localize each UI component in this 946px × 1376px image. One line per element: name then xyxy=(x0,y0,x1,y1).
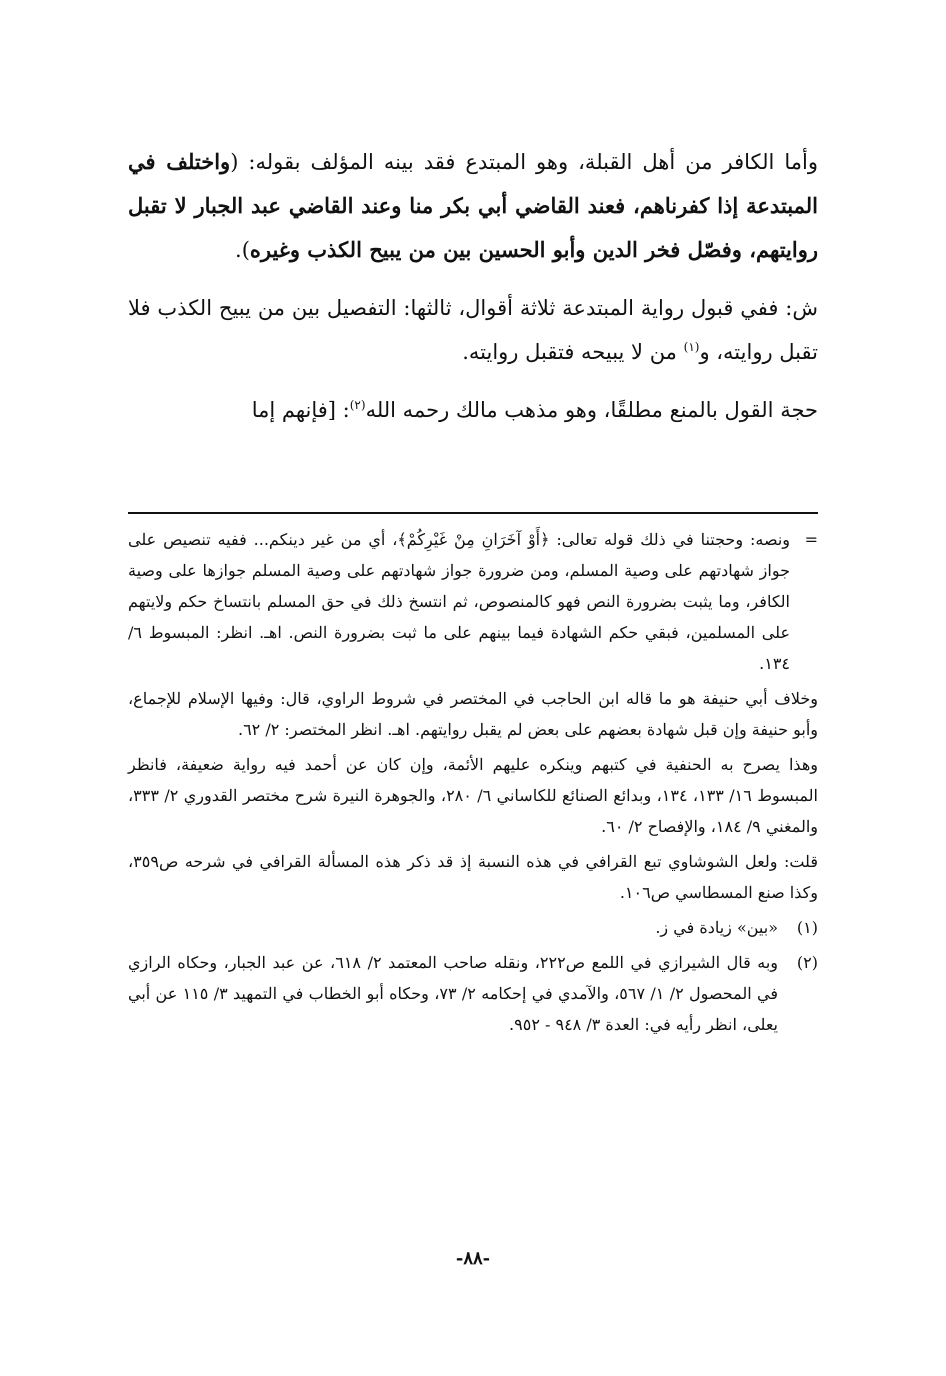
footnote-ref-2[interactable]: (٢) xyxy=(349,398,366,412)
footnote-ref-1[interactable]: (١) xyxy=(683,340,700,354)
paragraph-sharh-text-end: من لا يبيحه فتقبل روايته. xyxy=(462,340,684,364)
main-text xyxy=(128,140,818,446)
footnote-1-number: (١) xyxy=(796,918,818,937)
paragraph-sharh xyxy=(128,286,818,374)
paragraph-matn-end: ). xyxy=(235,238,250,262)
footnote-divider xyxy=(128,512,818,514)
footnote-1 xyxy=(128,912,818,943)
paragraph-hujja-text-end: : [فإنهم إما xyxy=(251,398,350,422)
footnote-2-number: (٢) xyxy=(796,953,818,972)
footnote-2-text: وبه قال الشيرازي في اللمع ص٢٢٢، ونقله صاحب المعتمد ٢/ ٦١٨، عن عبد الجبار، وحكاه الرازي في المحصول ٢/ ١/ ٥٦٧، والآمدي في إحكامه ٢/ ٧٣، وحكاه أبو الخطاب في التمهيد ٣/ ١١٥ عن أبي يعلى، انظر رأيه في: العدة ٣/ ٩٤٨ - ٩٥٢. xyxy=(128,953,779,1034)
footnote-paragraph: وخلاف أبي حنيفة هو ما قاله ابن الحاجب في المختصر في شروط الراوي، قال: وفيها الإسلام للإجماع، وأبو حنيفة وإن قبل شهادة بعضهم على بعض لم يقبل روايتهم. اهـ. انظر المختصر: ٢/ ٦٢. xyxy=(128,689,818,739)
footnote-1-text: «بين» زيادة في ز. xyxy=(655,918,778,937)
continuation-marker: = xyxy=(804,530,818,549)
footnote-continuation xyxy=(128,524,818,679)
page-number: -٨٨- xyxy=(455,1248,491,1269)
paragraph-matn xyxy=(128,140,818,272)
footnote-paragraph: وهذا يصرح به الحنفية في كتبهم وينكره عليهم الأئمة، وإن كان عن أحمد فيه رواية ضعيفة، فانظر المبسوط ١٦/ ١٣٣، ١٣٤، وبدائع الصنائع للكاساني ٦/ ٢٨٠، والجوهرة النيرة شرح مختصر القدوري ٢/ ٣٣٣، والمغني ٩/ ١٨٤، والإفصاح ٢/ ٦٠. xyxy=(128,755,818,836)
paragraph-matn-quote: واختلف في المبتدعة إذا كفرناهم، فعند القاضي أبي بكر منا وعند القاضي عبد الجبار لا تقبل روايتهم، وفصّل فخر الدين وأبو الحسين بين من يبيح الكذب وغيره xyxy=(128,149,818,262)
footnote-continuation-text: ونصه: وحجتنا في ذلك قوله تعالى: ﴿أَوْ آخَرَانِ مِنْ غَيْرِكُمْ﴾، أي من غير دينكم... ففيه تنصيص على جواز شهادتهم على وصية المسلم، ومن ضرورة جواز شهادتهم على وصية المسلم جوازها على وصية الكافر، وما يثبت بضرورة النص فهو كالمنصوص، ثم انتسخ ذلك في حق المسلم بانتساخ حكم ولايتهم على المسلمين، فبقي حكم الشهادة فيما بينهم على ما ثبت بضرورة النص. اهـ. انظر: المبسوط ٦/ ١٣٤. xyxy=(128,530,790,673)
footnote-paragraph: قلت: ولعل الشوشاوي تبع القرافي في هذه النسبة إذ قد ذكر هذه المسألة القرافي في شرحه ص٣٥٩، وكذا صنع المسطاسي ص١٠٦. xyxy=(128,852,818,902)
footnotes xyxy=(128,524,818,1044)
paragraph-hujja xyxy=(128,388,818,432)
paragraph-matn-intro: وأما الكافر من أهل القبلة، وهو المبتدع فقد بينه المؤلف بقوله: ( xyxy=(230,150,818,174)
paragraph-sharh-text: ش: ففي قبول رواية المبتدعة ثلاثة أقوال، ثالثها: التفصيل بين من يبيح الكذب فلا تقبل روايته، و xyxy=(128,296,818,364)
paragraph-hujja-text: حجة القول بالمنع مطلقًا، وهو مذهب مالك رحمه الله xyxy=(365,398,818,422)
footnote-2 xyxy=(128,947,818,1040)
